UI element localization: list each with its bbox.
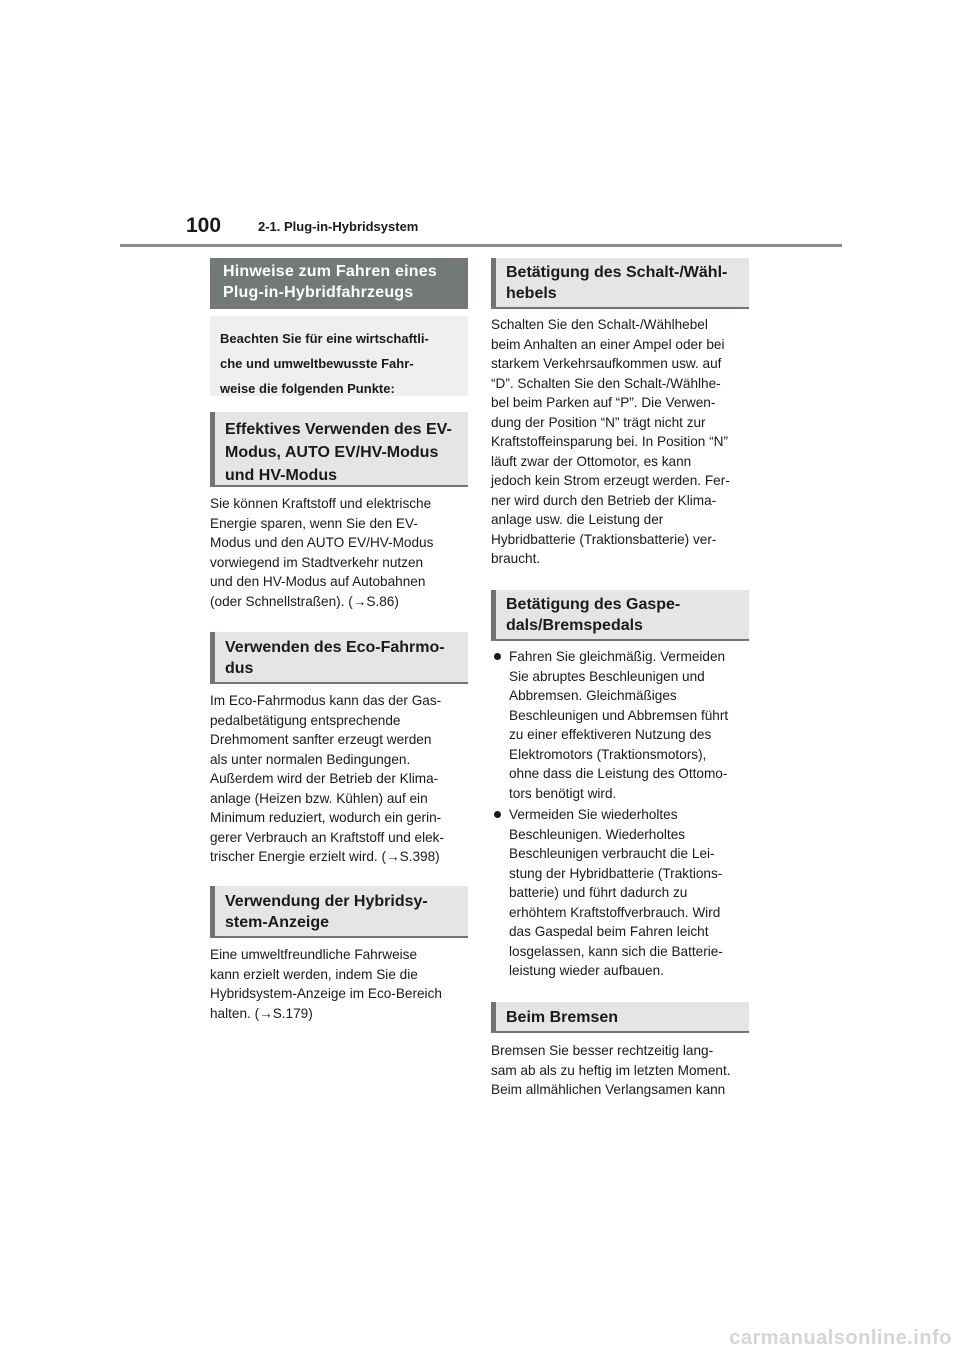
main-title-line: Hinweise zum Fahren eines	[223, 263, 437, 280]
section-title-line: Modus, AUTO EV/HV-Modus	[225, 444, 439, 461]
section-title-line: Betätigung des Schalt-/Wähl-	[506, 264, 728, 281]
text-line: Vermeiden Sie wiederholtes	[509, 807, 678, 822]
main-section-header	[210, 258, 468, 309]
page-number: 100	[186, 214, 222, 237]
text-line: Hybridbatterie (Traktionsbatterie) ver-	[491, 531, 717, 547]
text-line: zu einer effektiveren Nutzung des	[509, 727, 712, 742]
section-title-line: und HV-Modus	[225, 467, 337, 484]
bullet-icon	[494, 811, 501, 818]
text-line: Energie sparen, wenn Sie den EV-	[210, 515, 418, 531]
text-line: jedoch kein Strom erzeugt werden. Fer-	[491, 473, 730, 488]
bullet-icon	[494, 653, 501, 660]
section-header-ev-mode	[210, 412, 468, 487]
text-line: Beschleunigen verbraucht die Lei-	[509, 846, 715, 861]
watermark: carmanualsonline.info	[729, 1327, 952, 1349]
text-line: losgelassen, kann sich die Batterie-	[509, 943, 723, 959]
section-header-pedals	[491, 590, 749, 641]
paragraph-eco-mode	[210, 691, 468, 867]
text-line: trischer Energie erzielt wird. (→S.398)	[210, 849, 440, 864]
text-line: vorwiegend im Stadtverkehr nutzen	[210, 554, 424, 570]
text-line: “D”. Schalten Sie den Schalt-/Wählhe-	[491, 375, 721, 391]
intro-line: weise die folgenden Punkte:	[220, 381, 395, 396]
text-line: bel beim Parken auf “P”. Die Verwen-	[491, 395, 716, 410]
text-line: starkem Verkehrsaufkommen usw. auf	[491, 356, 722, 371]
section-title-line: Effektives Verwenden des EV-	[225, 421, 452, 438]
section-title-line: dus	[225, 660, 254, 677]
section-header-braking	[491, 1002, 749, 1033]
text-line: Abbremsen. Gleichmäßiges	[509, 688, 677, 703]
text-line: Modus und den AUTO EV/HV-Modus	[210, 535, 434, 550]
text-line: Außerdem wird der Betrieb der Klima-	[210, 771, 439, 786]
text-line: läuft zwar der Ottomotor, es kann	[491, 453, 692, 469]
text-line: Drehmoment sanfter erzeugt werden	[210, 732, 432, 747]
text-line: Kraftstoffeinsparung bei. In Position “N”	[491, 434, 729, 449]
section-title-line: Beim Bremsen	[506, 1009, 619, 1026]
text-line: kann erzielt werden, indem Sie die	[210, 966, 418, 982]
text-line: Fahren Sie gleichmäßig. Vermeiden	[509, 649, 726, 664]
text-line: Sie können Kraftstoff und elektrische	[210, 496, 432, 511]
section-header-hybrid-display	[210, 886, 468, 938]
text-line: Bremsen Sie besser rechtzeitig lang-	[491, 1043, 714, 1058]
text-line: stung der Hybridbatterie (Traktions-	[509, 865, 723, 881]
text-line: Sie abruptes Beschleunigen und	[509, 668, 705, 684]
section-title-line: hebels	[506, 285, 557, 302]
paragraph-shift-lever	[491, 315, 749, 569]
paragraph-ev-mode	[210, 494, 468, 611]
text-line: Beschleunigen und Abbremsen führt	[509, 707, 729, 723]
text-line: ohne dass die Leistung des Ottomo-	[509, 766, 728, 781]
text-line: und den HV-Modus auf Autobahnen	[210, 574, 426, 589]
chapter-title: 2-1. Plug-in-Hybridsystem	[258, 219, 419, 234]
text-line: braucht.	[491, 551, 541, 566]
text-line: erhöhtem Kraftstoffverbrauch. Wird	[509, 904, 721, 920]
section-title-line: stem-Anzeige	[225, 914, 330, 931]
text-line: ner wird durch den Betrieb der Klima-	[491, 492, 717, 508]
text-line: pedalbetätigung entsprechende	[210, 712, 401, 728]
section-title-line: dals/Bremspedals	[506, 617, 643, 634]
main-title-line: Plug-in-Hybridfahrzeugs	[223, 284, 414, 301]
paragraph-hybrid-display	[210, 945, 468, 1023]
text-line: tors benötigt wird.	[509, 785, 617, 801]
text-line: anlage (Heizen bzw. Kühlen) auf ein	[210, 790, 428, 806]
section-title-line: Verwendung der Hybridsy-	[225, 893, 428, 910]
text-line: halten. (→S.179)	[210, 1005, 313, 1021]
text-line: Eine umweltfreundliche Fahrweise	[210, 947, 418, 962]
text-line: Elektromotors (Traktionsmotors),	[509, 746, 707, 762]
text-line: Minimum reduziert, wodurch ein gerin-	[210, 810, 442, 825]
section-title-line: Betätigung des Gaspe-	[506, 596, 681, 613]
paragraph-braking	[491, 1041, 749, 1100]
intro-line: Beachten Sie für eine wirtschaftli-	[220, 331, 429, 346]
intro-box	[210, 316, 468, 396]
text-line: (oder Schnellstraßen). (→S.86)	[210, 593, 399, 609]
intro-line: che und umweltbewusste Fahr-	[220, 356, 414, 371]
text-line: gerer Verbrauch an Kraftstoff und elek-	[210, 829, 445, 845]
section-header-eco-mode	[210, 632, 468, 684]
text-line: beim Anhalten an einer Ampel oder bei	[491, 336, 725, 352]
text-line: sam ab als zu heftig im letzten Moment.	[491, 1062, 731, 1078]
text-line: anlage usw. die Leistung der	[491, 512, 664, 527]
section-header-shift-lever	[491, 258, 749, 309]
text-line: Schalten Sie den Schalt-/Wählhebel	[491, 317, 708, 332]
text-line: Im Eco-Fahrmodus kann das der Gas-	[210, 693, 442, 708]
section-title-line: Verwenden des Eco-Fahrmo-	[225, 639, 445, 656]
text-line: Beschleunigen. Wiederholtes	[509, 826, 686, 842]
text-line: als unter normalen Bedingungen.	[210, 751, 411, 767]
text-line: Hybridsystem-Anzeige im Eco-Bereich	[210, 986, 442, 1001]
text-line: leistung wieder aufbauen.	[509, 963, 664, 978]
text-line: das Gaspedal beim Fahren leicht	[509, 924, 709, 939]
text-line: batterie) und führt dadurch zu	[509, 885, 688, 900]
header-rule	[120, 244, 842, 247]
text-line: Beim allmählichen Verlangsamen kann	[491, 1082, 726, 1097]
text-line: dung der Position “N” trägt nicht zur	[491, 414, 706, 430]
